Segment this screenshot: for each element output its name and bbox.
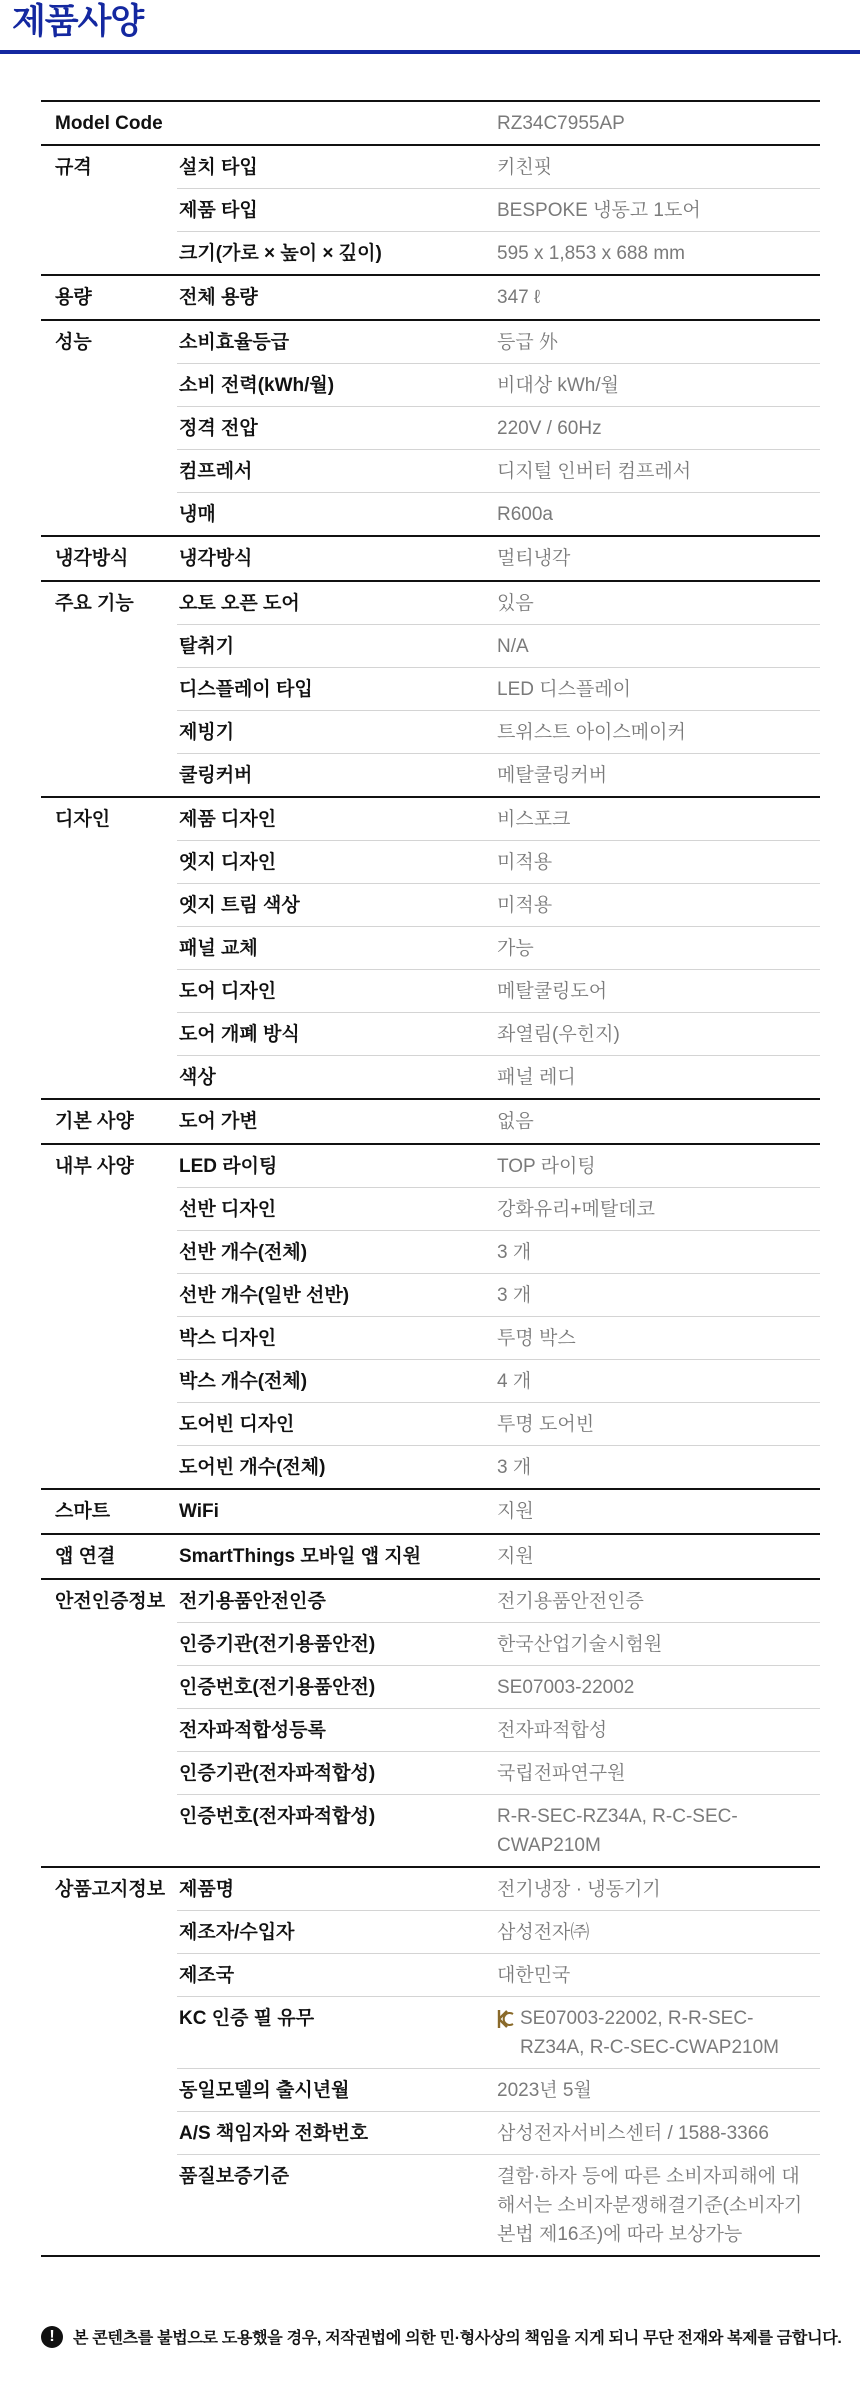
spec-value [497, 276, 820, 318]
spec-group-model [41, 102, 820, 146]
spec-value-text: 비대상 kWh/월 [497, 375, 619, 396]
spec-row [177, 1954, 820, 1997]
spec-label: 제품명 [179, 1879, 235, 1900]
spec-row [177, 364, 820, 407]
spec-row [177, 2069, 820, 2112]
spec-value-text: 전자파적합성 [497, 1720, 608, 1741]
spec-group-label: 스마트 [55, 1501, 111, 1522]
spec-value [497, 625, 820, 667]
spec-rows [177, 1535, 820, 1578]
spec-value-text: 강화유리+메탈데코 [497, 1199, 655, 1220]
spec-label: 인증기관(전자파적합성) [179, 1763, 376, 1784]
spec-row [177, 1188, 820, 1231]
spec-label: A/S 책임자와 전화번호 [179, 2123, 369, 2144]
spec-label: 도어빈 디자인 [179, 1414, 295, 1435]
spec-value-text: R-R-SEC-RZ34A, R-C-SEC-CWAP210M [497, 1806, 738, 1856]
spec-row [177, 1231, 820, 1274]
spec-value [497, 970, 820, 1012]
spec-value-text: N/A [497, 636, 529, 657]
spec-label: 탈취기 [179, 636, 235, 657]
spec-rows [177, 276, 820, 319]
spec-group-label: 앱 연결 [55, 1546, 116, 1567]
spec-value-text: 4 개 [497, 1371, 532, 1392]
spec-row [177, 582, 820, 625]
spec-value [497, 1446, 820, 1488]
warning-icon: ! [41, 2326, 63, 2348]
spec-label: 패널 교체 [179, 938, 258, 959]
spec-value [497, 1623, 820, 1665]
spec-group [41, 1145, 820, 1490]
spec-value [497, 711, 820, 753]
spec-value-text: 국립전파연구원 [497, 1763, 626, 1784]
spec-value-text: 가능 [497, 938, 534, 959]
spec-value [497, 1145, 820, 1187]
spec-value-text: 메탈쿨링도어 [497, 981, 608, 1002]
spec-value [497, 1056, 820, 1098]
kc-mark-icon [497, 2008, 515, 2030]
spec-row [177, 798, 820, 841]
spec-value [497, 146, 820, 188]
spec-label: 디스플레이 타입 [179, 679, 313, 700]
spec-group [41, 582, 820, 798]
spec-label: 제조국 [179, 1965, 235, 1986]
spec-label: 전체 용량 [179, 287, 258, 308]
spec-row [177, 407, 820, 450]
spec-row [177, 625, 820, 668]
spec-label: 엣지 트림 색상 [179, 895, 300, 916]
spec-value [497, 2112, 820, 2154]
spec-row [177, 2112, 820, 2155]
spec-label: 소비효율등급 [179, 332, 290, 353]
spec-row [177, 1911, 820, 1954]
spec-value [497, 1580, 820, 1622]
spec-value [497, 1274, 820, 1316]
spec-row [177, 1535, 820, 1577]
spec-row [177, 1490, 820, 1532]
spec-label: 설치 타입 [179, 157, 258, 178]
spec-row [177, 884, 820, 927]
spec-rows [177, 798, 820, 1098]
spec-group [41, 798, 820, 1100]
spec-value [497, 1709, 820, 1751]
spec-group [41, 321, 820, 537]
spec-row [177, 276, 820, 318]
spec-value-text: 전기용품안전인증 [497, 1591, 644, 1612]
spec-value-text: 좌열림(우힌지) [497, 1024, 620, 1045]
spec-value-text: 결함·하자 등에 따른 소비자피해에 대해서는 소비자분쟁해결기준(소비자기본법 제16조)에 따라 보상가능 [497, 2166, 803, 2245]
spec-value-text: SE07003-22002 [497, 1677, 635, 1698]
spec-label: 컴프레서 [179, 461, 253, 482]
spec-group-label: 성능 [55, 332, 92, 353]
spec-value-text: 미적용 [497, 852, 553, 873]
spec-value-text: 전기냉장 · 냉동기기 [497, 1879, 661, 1900]
spec-group [41, 146, 820, 276]
spec-row [177, 1580, 820, 1623]
spec-value [497, 1752, 820, 1794]
spec-label: SmartThings 모바일 앱 지원 [179, 1546, 422, 1567]
spec-value [497, 450, 820, 492]
spec-value-text: 2023년 5월 [497, 2080, 592, 2101]
spec-label: LED 라이팅 [179, 1156, 278, 1177]
spec-value [497, 493, 820, 535]
spec-value-text: 비스포크 [497, 809, 571, 830]
spec-row [177, 970, 820, 1013]
spec-value-text: 220V / 60Hz [497, 418, 602, 439]
spec-label: 크기(가로 × 높이 × 깊이) [179, 243, 382, 264]
spec-group-label: 냉각방식 [55, 548, 129, 569]
spec-row [177, 1709, 820, 1752]
spec-value-text: SE07003-22002, R-R-SEC-RZ34A, R-C-SEC-CWAP210M [520, 2008, 780, 2058]
spec-value [497, 1997, 820, 2068]
spec-value [497, 1911, 820, 1953]
spec-row [177, 1997, 820, 2069]
spec-value [497, 1666, 820, 1708]
spec-value-text: 등급 外 [497, 332, 558, 353]
spec-label: 도어 가변 [179, 1111, 258, 1132]
model-code-label: Model Code [55, 113, 163, 134]
spec-group-label: 용량 [55, 287, 92, 308]
spec-label: 박스 개수(전체) [179, 1371, 308, 1392]
spec-value-text: 3 개 [497, 1457, 532, 1478]
spec-value-text: 투명 박스 [497, 1328, 576, 1349]
spec-value-text: 595 x 1,853 x 688 mm [497, 243, 685, 264]
spec-label: 제품 타입 [179, 200, 258, 221]
spec-label: 냉각방식 [179, 548, 253, 569]
spec-row [177, 232, 820, 274]
spec-row [177, 1752, 820, 1795]
spec-row [177, 1317, 820, 1360]
spec-value [497, 364, 820, 406]
spec-value [497, 2155, 820, 2255]
spec-row [177, 1623, 820, 1666]
spec-value [497, 321, 820, 363]
spec-rows [177, 146, 820, 274]
spec-row [177, 2155, 820, 2255]
spec-row [177, 754, 820, 796]
spec-row [177, 450, 820, 493]
spec-label: 품질보증기준 [179, 2166, 290, 2187]
spec-group [41, 276, 820, 321]
spec-rows [177, 1490, 820, 1533]
spec-row [177, 841, 820, 884]
spec-row [177, 1013, 820, 1056]
spec-row [177, 1446, 820, 1488]
spec-value [497, 189, 820, 231]
spec-row [177, 1056, 820, 1098]
spec-rows [177, 321, 820, 535]
model-code-value: RZ34C7955AP [497, 113, 625, 134]
spec-value [497, 1100, 820, 1142]
spec-value [497, 1188, 820, 1230]
spec-group-label: 규격 [55, 157, 92, 178]
spec-group [41, 1100, 820, 1145]
spec-value [497, 1231, 820, 1273]
spec-value-text: 3 개 [497, 1242, 532, 1263]
spec-value-text: BESPOKE 냉동고 1도어 [497, 200, 701, 221]
spec-value-text: 디지털 인버터 컴프레서 [497, 461, 692, 482]
spec-row [177, 668, 820, 711]
spec-value [497, 407, 820, 449]
spec-row [177, 1795, 820, 1866]
spec-row-model-code [41, 102, 820, 144]
spec-row [177, 711, 820, 754]
spec-label: KC 인증 필 유무 [179, 2008, 315, 2029]
spec-label: 인증기관(전기용품안전) [179, 1634, 376, 1655]
spec-value [497, 754, 820, 796]
spec-rows [177, 1145, 820, 1488]
spec-label: 박스 디자인 [179, 1328, 277, 1349]
spec-value-text: R600a [497, 504, 553, 525]
spec-value-text: 대한민국 [497, 1965, 571, 1986]
spec-value-text: 패널 레디 [497, 1067, 576, 1088]
spec-group-label: 기본 사양 [55, 1111, 134, 1132]
spec-rows [177, 537, 820, 580]
spec-row [177, 1868, 820, 1911]
spec-value-text: 있음 [497, 593, 534, 614]
spec-group [41, 537, 820, 582]
spec-value [497, 1360, 820, 1402]
spec-group [41, 1535, 820, 1580]
spec-value-text: 한국산업기술시험원 [497, 1634, 663, 1655]
spec-value [497, 1954, 820, 1996]
spec-row [177, 537, 820, 579]
spec-label: 전자파적합성등록 [179, 1720, 326, 1741]
spec-row [177, 146, 820, 189]
spec-value-text: LED 디스플레이 [497, 679, 632, 700]
spec-label: 전기용품안전인증 [179, 1591, 326, 1612]
spec-value [497, 668, 820, 710]
spec-value-text: 없음 [497, 1111, 534, 1132]
spec-row [177, 189, 820, 232]
spec-rows [177, 1100, 820, 1143]
copyright-notice [41, 2325, 842, 2348]
spec-value [497, 798, 820, 840]
spec-row [177, 493, 820, 535]
spec-value [497, 1795, 820, 1866]
spec-label: 선반 개수(일반 선반) [179, 1285, 350, 1306]
spec-label: 제조자/수입자 [179, 1922, 295, 1943]
spec-value-text: 미적용 [497, 895, 553, 916]
spec-value-text: 지원 [497, 1546, 534, 1567]
page-title: 제품사양 [12, 2, 144, 41]
spec-value [497, 841, 820, 883]
spec-label: 제품 디자인 [179, 809, 277, 830]
spec-value [497, 1535, 820, 1577]
spec-value [497, 1868, 820, 1910]
spec-value-text: 투명 도어빈 [497, 1414, 595, 1435]
page-header [0, 0, 860, 54]
spec-label: 엣지 디자인 [179, 852, 277, 873]
spec-label: 쿨링커버 [179, 765, 253, 786]
spec-group [41, 1868, 820, 2257]
spec-label: 선반 디자인 [179, 1199, 277, 1220]
spec-value-text: 삼성전자㈜ [497, 1922, 590, 1943]
spec-label: WiFi [179, 1501, 219, 1522]
spec-group-label: 안전인증정보 [55, 1591, 166, 1612]
spec-rows [177, 1868, 820, 2255]
spec-value [497, 1013, 820, 1055]
spec-label: 냉매 [179, 504, 216, 525]
spec-value-text: 메탈쿨링커버 [497, 765, 608, 786]
spec-rows [177, 1580, 820, 1866]
spec-group-label: 상품고지정보 [55, 1879, 166, 1900]
spec-rows [177, 582, 820, 796]
spec-label: 동일모델의 출시년월 [179, 2080, 350, 2101]
spec-label: 도어 개폐 방식 [179, 1024, 300, 1045]
spec-value [497, 927, 820, 969]
spec-row [177, 1666, 820, 1709]
spec-value [497, 537, 820, 579]
spec-value [497, 582, 820, 624]
spec-row [177, 1274, 820, 1317]
spec-label: 소비 전력(kWh/월) [179, 375, 335, 396]
spec-label: 정격 전압 [179, 418, 258, 439]
spec-label: 도어 디자인 [179, 981, 277, 1002]
spec-label: 색상 [179, 1067, 216, 1088]
spec-label: 인증번호(전자파적합성) [179, 1806, 376, 1827]
spec-value [497, 884, 820, 926]
spec-value [497, 1403, 820, 1445]
spec-value-text: 트위스트 아이스메이커 [497, 722, 686, 743]
spec-value-text: 삼성전자서비스센터 / 1588-3366 [497, 2123, 769, 2144]
spec-value-text: 지원 [497, 1501, 534, 1522]
spec-group-label: 내부 사양 [55, 1156, 134, 1177]
spec-row [177, 1360, 820, 1403]
spec-value [497, 232, 820, 274]
spec-group [41, 1580, 820, 1868]
copyright-notice-text: 본 콘텐츠를 불법으로 도용했을 경우, 저작권법에 의한 민·형사상의 책임을 지게 되니 무단 전재와 복제를 금합니다. [73, 2330, 842, 2347]
spec-value-text: 멀티냉각 [497, 548, 571, 569]
spec-label: 선반 개수(전체) [179, 1242, 308, 1263]
spec-value-text: 키친핏 [497, 157, 553, 178]
spec-value-text: 3 개 [497, 1285, 532, 1306]
spec-value [497, 2069, 820, 2111]
spec-row [177, 1403, 820, 1446]
spec-label: 제빙기 [179, 722, 235, 743]
spec-group-label: 디자인 [55, 809, 111, 830]
spec-group [41, 1490, 820, 1535]
spec-row [177, 927, 820, 970]
spec-table [41, 100, 820, 2257]
spec-value [497, 1317, 820, 1359]
spec-label: 오토 오픈 도어 [179, 593, 300, 614]
spec-group-label: 주요 기능 [55, 593, 134, 614]
spec-row [177, 321, 820, 364]
spec-label: 도어빈 개수(전체) [179, 1457, 326, 1478]
spec-label: 인증번호(전기용품안전) [179, 1677, 376, 1698]
spec-value-text: 347 ℓ [497, 287, 541, 308]
spec-row [177, 1100, 820, 1142]
spec-row [177, 1145, 820, 1188]
spec-value-text: TOP 라이팅 [497, 1156, 596, 1177]
spec-value [497, 1490, 820, 1532]
